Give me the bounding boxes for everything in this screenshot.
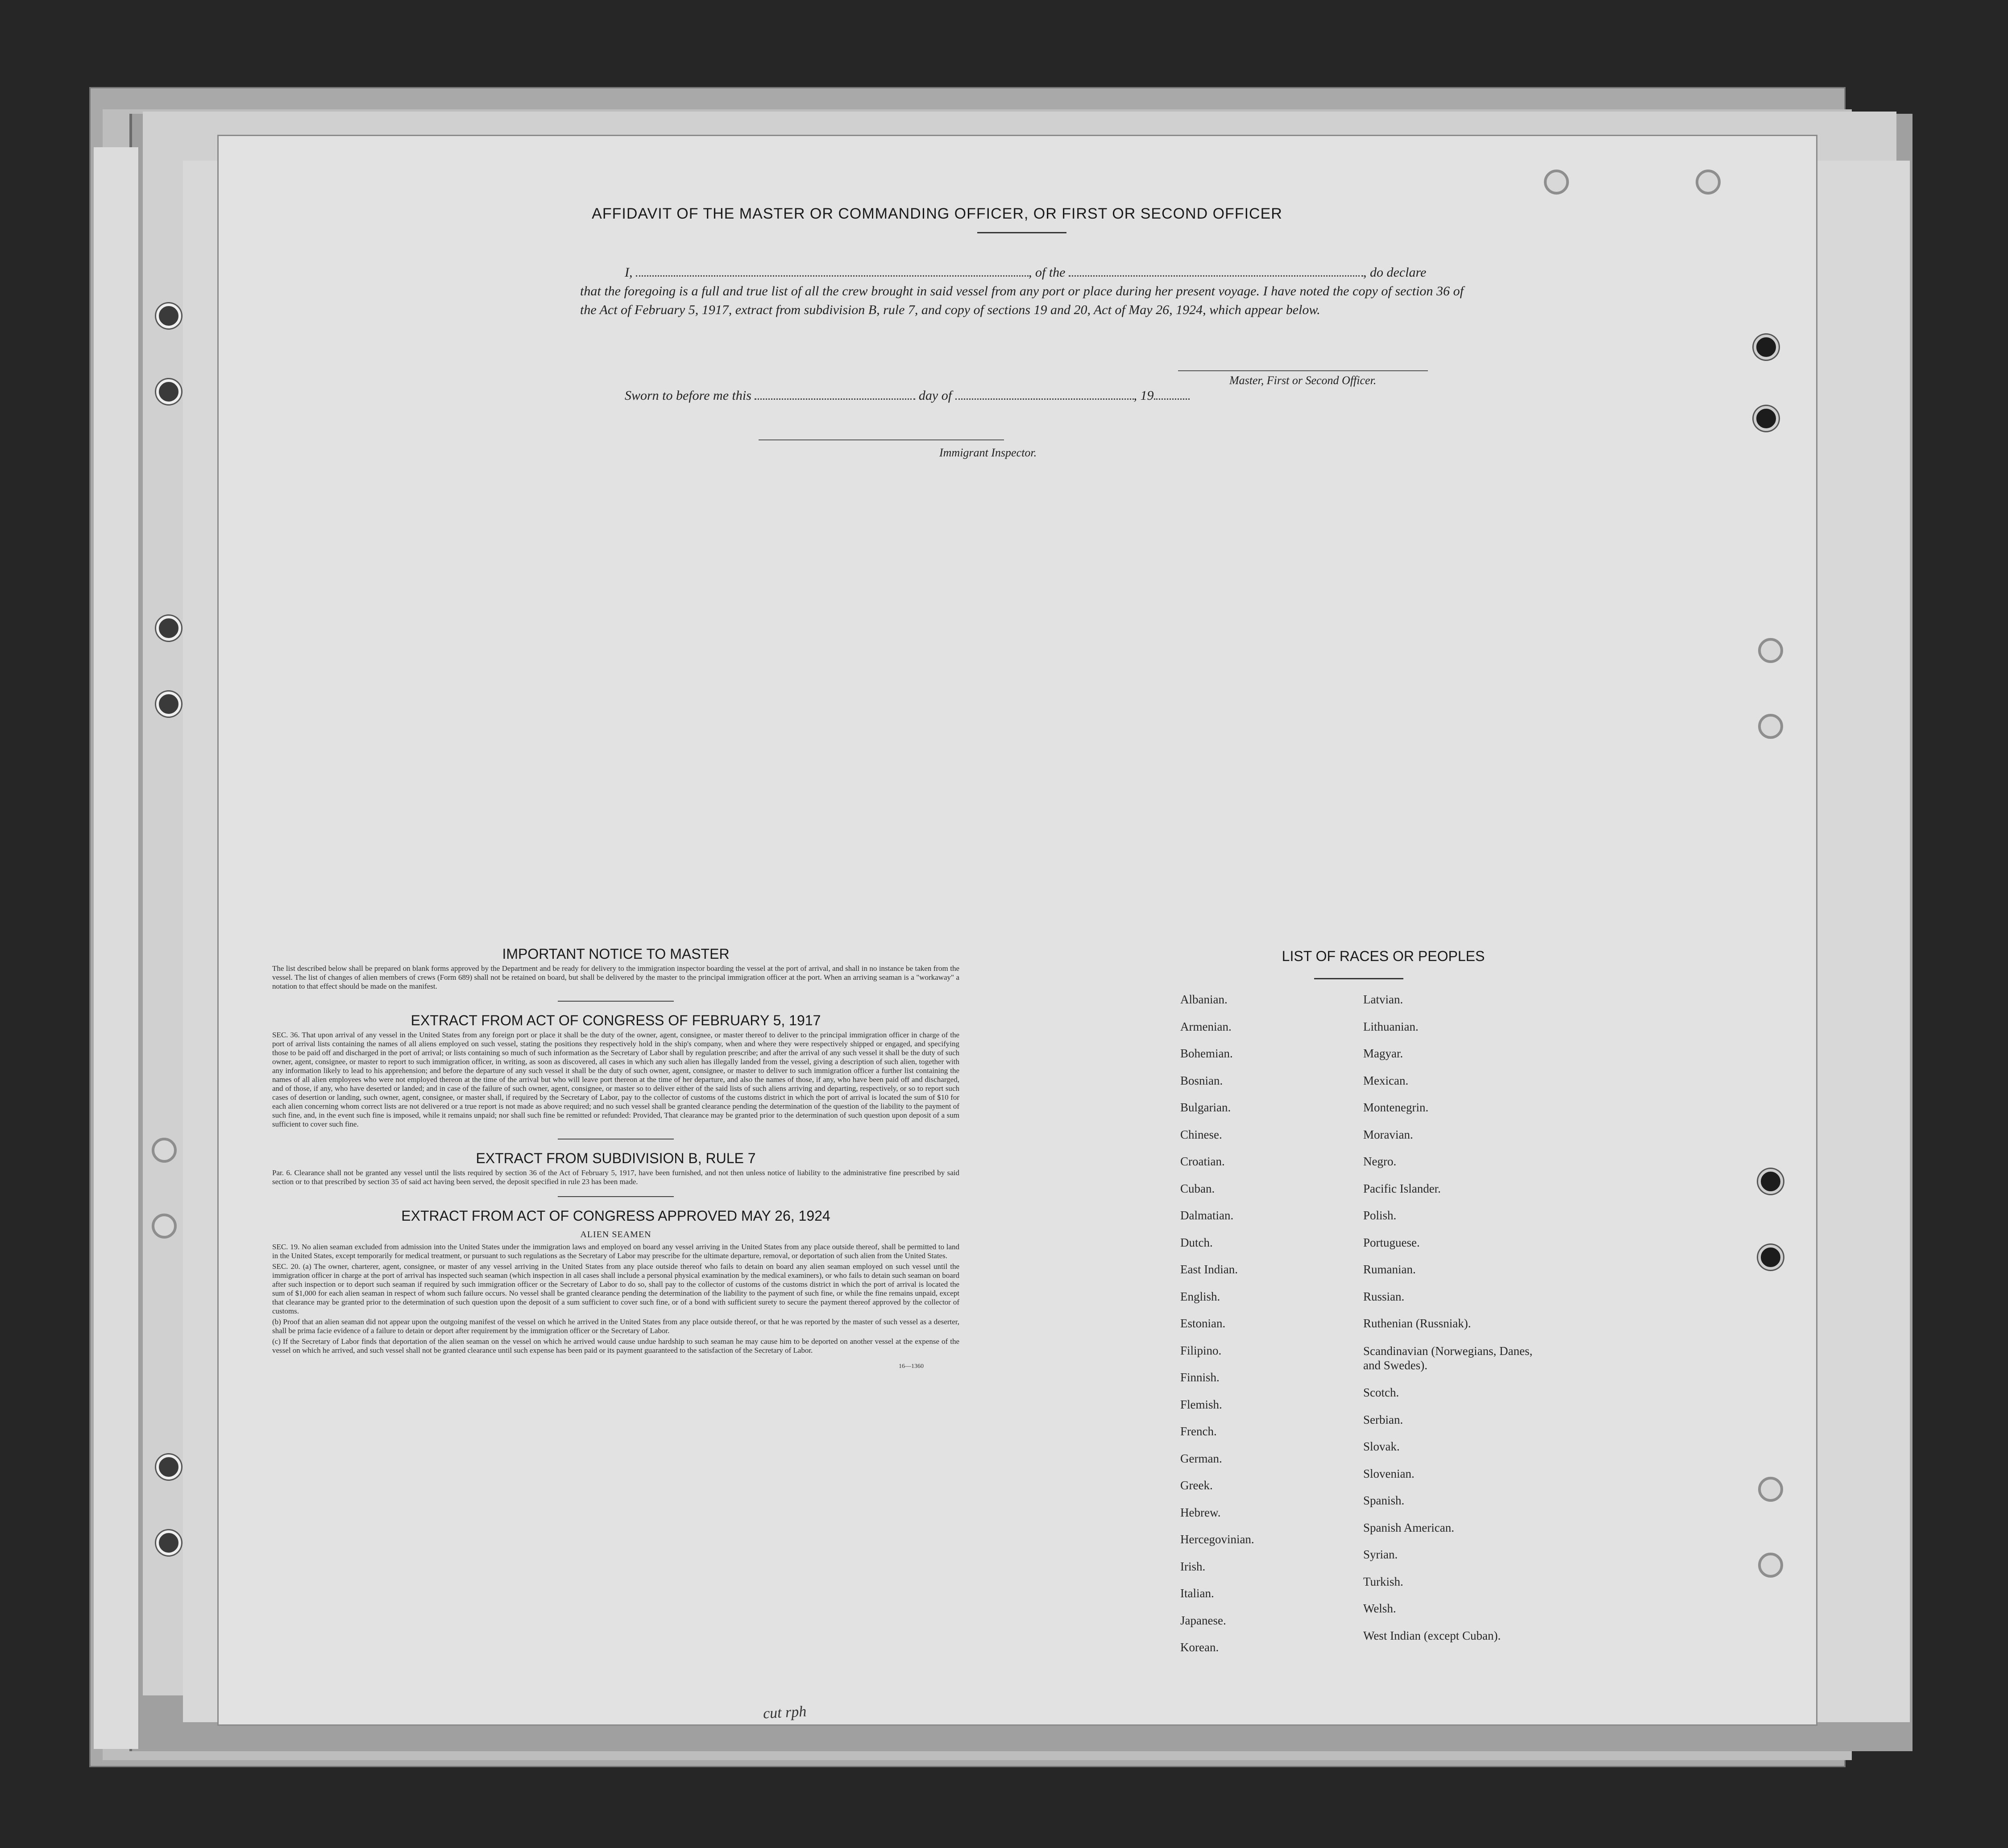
races-divider <box>1314 978 1403 979</box>
inspector-signature-label: Immigrant Inspector. <box>939 446 1037 459</box>
race-item: Negro. <box>1363 1155 1397 1168</box>
race-item: Hercegovinian. <box>1180 1533 1254 1546</box>
binder-hole-icon <box>156 1454 181 1479</box>
extract-1924-subtitle: ALIEN SEAMEN <box>580 1230 651 1239</box>
race-item: Cuban. <box>1180 1181 1215 1195</box>
race-item: Serbian. <box>1363 1413 1403 1426</box>
race-item: East Indian. <box>1180 1263 1238 1276</box>
extract-rule7-title: EXTRACT FROM SUBDIVISION B, RULE 7 <box>476 1150 756 1166</box>
punch-hole-icon <box>1754 406 1779 431</box>
handwritten-note: cut rph <box>763 1703 807 1722</box>
race-item: Lithuanian. <box>1363 1019 1419 1033</box>
race-item: Armenian. <box>1180 1019 1232 1033</box>
race-item: Syrian. <box>1363 1548 1398 1561</box>
sworn-prefix: Sworn to before me this <box>625 388 751 403</box>
race-item: Magyar. <box>1363 1047 1403 1060</box>
race-item: Chinese. <box>1180 1127 1222 1141</box>
race-item: Hebrew. <box>1180 1505 1221 1519</box>
form-number: 16—1360 <box>899 1363 924 1370</box>
punch-hole-icon <box>152 1138 177 1163</box>
section-19-text: SEC. 19. No alien seaman excluded from admission into the United States under the immigration laws and employed on board any vessel arriving in the United States from any place outside thereof, shall be permitted to land in the United States, except temporarily for medical treatment, or pursuant to such regulations as the Secretary of Labor may prescribe for the ultimate departure, removal, or deportation of such alien from the United States. <box>272 1243 959 1260</box>
race-item: Bosnian. <box>1180 1073 1223 1087</box>
master-signature-field[interactable] <box>1178 370 1428 371</box>
race-item: Dalmatian. <box>1180 1209 1234 1222</box>
race-item: Rumanian. <box>1363 1263 1416 1276</box>
punch-hole-icon <box>1758 1553 1783 1578</box>
race-item: Portuguese. <box>1363 1235 1420 1249</box>
punch-hole-icon <box>1758 1169 1783 1194</box>
race-item: Turkish. <box>1363 1575 1403 1588</box>
section-20b-text: (b) Proof that an alien seaman did not appear upon the outgoing manifest of the vessel on which he arrived in the United States from any place outside thereof, or that he was reported by the master of such vessel as a deserter, shall be prima facie evidence of a failure to detain or deport after requirement by the immigration officer or the Secretary of Labor. <box>272 1318 959 1335</box>
race-item: Slovak. <box>1363 1440 1400 1453</box>
binder-hole-icon <box>156 692 181 717</box>
race-item: Scandinavian (Norwegians, Danes, and Swedes). <box>1363 1344 1533 1372</box>
extract-rule7-text: Par. 6. Clearance shall not be granted any vessel until the lists required by section 36 of the Act of February 5, 1917, have been furnished, and not then unless notice of liability to the administrative fine prescribed by said section or to that prescribed by section 35 of said act having been served, the deposit specified in rule 23 has been made. <box>272 1168 959 1186</box>
race-item: Greek. <box>1180 1479 1213 1492</box>
declarant-name-field[interactable] <box>636 275 1029 277</box>
race-item: Spanish. <box>1363 1494 1405 1507</box>
punch-hole-icon <box>1696 170 1721 195</box>
punch-hole-icon <box>152 1214 177 1239</box>
declaration-line <box>580 263 1464 282</box>
race-item: Montenegrin. <box>1363 1101 1429 1114</box>
race-item: German. <box>1180 1451 1222 1465</box>
inspector-signature-field[interactable] <box>759 439 1004 440</box>
extract-1924-title: EXTRACT FROM ACT OF CONGRESS APPROVED MAY 26, 1924 <box>401 1208 830 1224</box>
sworn-year-field[interactable] <box>1154 398 1190 400</box>
race-item: Flemish. <box>1180 1397 1222 1411</box>
binder-hole-icon <box>156 379 181 404</box>
sworn-day-field[interactable] <box>755 398 915 400</box>
race-item: Pacific Islander. <box>1363 1181 1441 1195</box>
race-item: French. <box>1180 1425 1217 1438</box>
punch-hole-icon <box>1758 638 1783 663</box>
title-divider <box>977 232 1066 233</box>
race-item: Korean. <box>1180 1641 1219 1654</box>
binder-hole-icon <box>156 303 181 328</box>
of-the-label: , of the <box>1029 265 1066 280</box>
punch-hole-icon <box>1754 335 1779 360</box>
race-item: Bohemian. <box>1180 1047 1233 1060</box>
notice-column <box>272 946 959 1370</box>
punch-hole-icon <box>1758 714 1783 739</box>
binder-hole-icon <box>156 1530 181 1555</box>
section-divider <box>558 1001 674 1002</box>
binder-strip <box>94 147 139 1749</box>
race-item: Scotch. <box>1363 1386 1399 1399</box>
race-item: English. <box>1180 1289 1220 1303</box>
races-title: LIST OF RACES OR PEOPLES <box>1282 948 1485 964</box>
extract-1917-text: SEC. 36. That upon arrival of any vessel in the United States from any foreign port or place it shall be the duty of the owner, agent, consignee, or master thereof to deliver to the principal immigration officer in charge of the port of arrival lists containing the names of all aliens employed on such vessel, stating the positions they respectively hold in the ship's company, when and where they were respectively shipped or engaged, and specifying those to be paid off and discharged in the port of arrival; or lists containing so much of such information as the Secretary of Labor shall by regulation prescribe; and after the arrival of any such vessel it shall be the duty of such owner, agent, consignee, or master to report to such immigration officer, in writing, as soon as discovered, all cases in which any such alien has illegally landed from the vessel, giving a description of such alien, together with any information likely to lead to his apprehension; and before the departure of any such vessel it shall be the duty of such owner, agent, consignee, or master to deliver to such immigration officer a further list containing the names of all alien employees who were not employed thereon at the time of the arrival but who will leave port thereon at the time of her departure, and also the names of those, if any, who have been paid off and discharged, and of those, if any, who have deserted or landed; and in case of the failure of such owner, agent, consignee, or master so to deliver either of the said lists of such aliens arriving and departing, respectively, or so to report such cases of desertion or landing, such owner, agent, consignee, or master shall, if required by the Secretary of Labor, pay to the collector of customs of the customs district in which the port of arrival is located the sum of $10 for each alien concerning whom correct lists are not delivered or a true report is not made as above required; and no such vessel shall be granted clearance pending the determination of the question of the liability to the payment of such fine, and, in the event such fine is imposed, while it remains unpaid; nor shall such fine be remitted or refunded: Provided, That clearance may be granted prior to the determination of such question upon deposit of a sum sufficient to cover such fine. <box>272 1031 959 1128</box>
punch-hole-icon <box>1758 1477 1783 1502</box>
race-item: West Indian (except Cuban). <box>1363 1628 1501 1642</box>
race-item: Japanese. <box>1180 1613 1226 1627</box>
race-item: Welsh. <box>1363 1602 1396 1615</box>
race-item: Ruthenian (Russniak). <box>1363 1317 1471 1330</box>
punch-hole-icon <box>1544 170 1569 195</box>
section-20a-text: SEC. 20. (a) The owner, charterer, agent, consignee, or master of any vessel arriving in the United States from any place outside thereof who fails to detain on board any alien seaman employed on such vessel until the immigration officer in charge at the port of arrival has inspected such seaman (which inspection in all cases shall include a personal physical examination by the medical examiners), or who fails to detain such seaman on board after such inspection or to deport such seaman if required by such immigration officer or the Secretary of Labor to do so, shall pay to the collector of customs of the customs district in which the port of arrival is located the sum of $1,000 for each alien seaman in respect of whom such failure occurs. No vessel shall be granted clearance pending the determination of the liability to the payment of such fine, or while the fine remains unpaid, except that clearance may be granted prior to the determination of such question upon the deposit of a sum sufficient to cover such fine, or of a bond with sufficient surety to secure the payment thereof approved by the collector of customs. <box>272 1262 959 1315</box>
sworn-year-label: , 19 <box>1133 388 1154 403</box>
race-item: Moravian. <box>1363 1127 1413 1141</box>
master-signature-label: Master, First or Second Officer. <box>1229 374 1377 387</box>
punch-hole-icon <box>1758 1245 1783 1270</box>
race-item: Finnish. <box>1180 1371 1220 1384</box>
race-item: Dutch. <box>1180 1235 1213 1249</box>
race-item: Bulgarian. <box>1180 1101 1231 1114</box>
binder-hole-icon <box>156 616 181 641</box>
race-item: Mexican. <box>1363 1073 1409 1087</box>
extract-1917-title: EXTRACT FROM ACT OF CONGRESS OF FEBRUARY 5, 1917 <box>411 1012 821 1028</box>
affidavit-body <box>580 263 1464 319</box>
race-item: Spanish American. <box>1363 1521 1454 1534</box>
affidavit-title: AFFIDAVIT OF THE MASTER OR COMMANDING OFFICER, OR FIRST OR SECOND OFFICER <box>592 205 1282 222</box>
vessel-name-field[interactable] <box>1069 275 1363 277</box>
manifest-page <box>219 136 1816 1724</box>
declaration-text: that the foregoing is a full and true list of all the crew brought in said vessel from any port or place during her present voyage. I have noted the copy of section 36 of the Act of February 5, 1917, extract from subdivision B, rule 7, and copy of sections 19 and 20, Act of May 26, 1924, which appear below. <box>580 284 1464 317</box>
race-item: Estonian. <box>1180 1317 1226 1330</box>
sworn-day-of-label: day of <box>918 388 952 403</box>
section-divider <box>558 1196 674 1197</box>
race-item: Croatian. <box>1180 1155 1225 1168</box>
race-item: Irish. <box>1180 1559 1206 1573</box>
race-item: Latvian. <box>1363 993 1403 1006</box>
sworn-month-field[interactable] <box>955 398 1134 400</box>
race-item: Albanian. <box>1180 993 1228 1006</box>
sworn-line <box>625 388 1190 403</box>
race-item: Filipino. <box>1180 1343 1222 1357</box>
notice-text: The list described below shall be prepared on blank forms approved by the Department and be ready for delivery to the immigration inspector boarding the vessel at the port of arrival, and shall in no instance be taken from the vessel. The list of changes of alien members of crews (Form 689) shall not be retained on board, but shall be delivered by the master to the principal immigration officer at the port. When an arriving seaman is a "workaway" a notation to that effect should be made on the manifest. <box>272 964 959 990</box>
notice-title: IMPORTANT NOTICE TO MASTER <box>502 946 730 962</box>
declare-label: , do declare <box>1363 265 1427 280</box>
race-item: Slovenian. <box>1363 1467 1415 1480</box>
race-item: Russian. <box>1363 1289 1405 1303</box>
declarant-pronoun: I, <box>625 265 633 280</box>
race-item: Italian. <box>1180 1587 1214 1600</box>
race-item: Polish. <box>1363 1209 1397 1222</box>
section-20c-text: (c) If the Secretary of Labor finds that deportation of the alien seaman on the vessel on which he arrived would cause undue hardship to such seaman he may cause him to be deported on another vessel at the expense of the vessel on which he arrived, and such vessel shall not be granted clearance until such expense has been paid or its payment guaranteed to the satisfaction of the Secretary of Labor. <box>272 1337 959 1355</box>
